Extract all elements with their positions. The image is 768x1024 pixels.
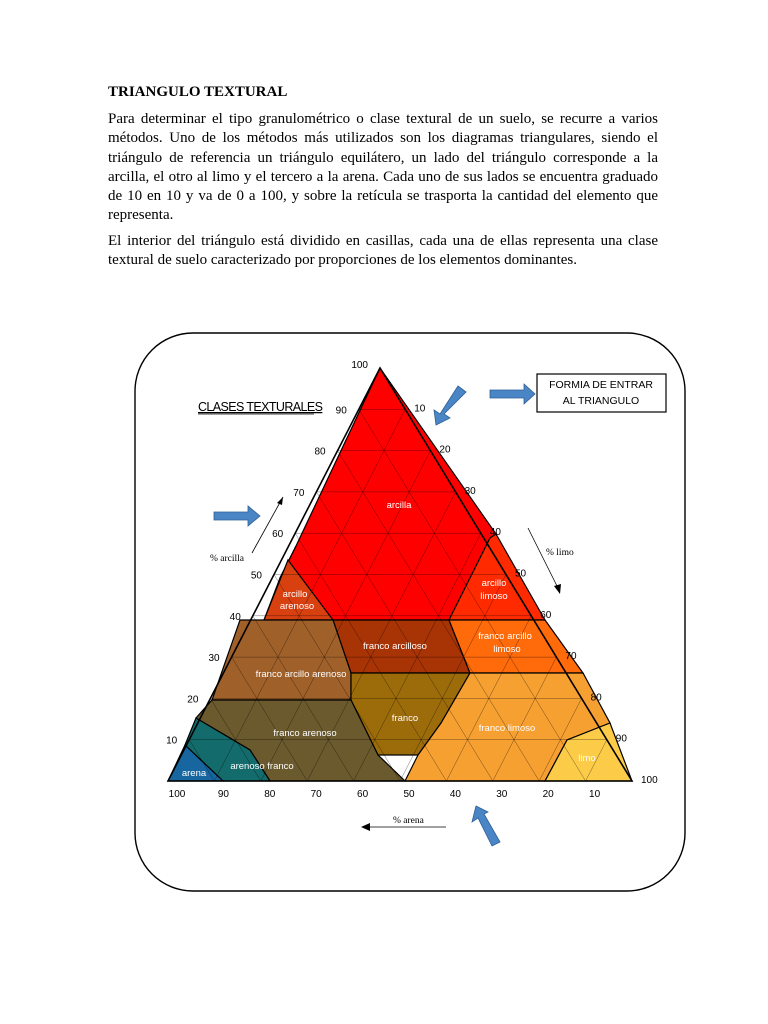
sand-tick-label: 20: [542, 789, 554, 800]
silt-tick-label: 70: [565, 651, 577, 663]
silt-tick-label: 40: [489, 527, 501, 539]
callout-line-2: AL TRIANGULO: [562, 395, 640, 407]
label-franco-arenoso: franco arenoso: [273, 728, 337, 739]
clay-tick-label: 50: [250, 570, 262, 582]
silt-tick-label: 90: [615, 733, 627, 745]
label-arcillo-limoso-2: limoso: [480, 591, 508, 602]
sand-tick-label: 60: [357, 789, 369, 800]
silt-tick-label: 10: [414, 403, 426, 415]
axis-label-arena: % arena: [393, 816, 424, 826]
silt-tick-label: 80: [590, 692, 602, 704]
sand-tick-label: 10: [589, 789, 601, 800]
callout-line-1: FORMIA DE ENTRAR: [549, 379, 653, 391]
silt-tick-label: 60: [540, 609, 552, 621]
arrow-right-icon: [490, 384, 535, 404]
arrow-up-left-icon: [472, 806, 500, 846]
label-arcilla: arcilla: [386, 500, 412, 511]
sand-tick-label: 50: [403, 789, 415, 800]
label-franco-arcilloso: franco arcilloso: [363, 641, 427, 652]
axis-label-limo: % limo: [546, 548, 574, 558]
sand-tick-label: 30: [496, 789, 508, 800]
page-heading: TRIANGULO TEXTURAL: [108, 84, 288, 100]
clay-tick-label: 60: [272, 529, 284, 541]
clay-axis-arrowhead: [277, 497, 283, 505]
label-franco-limoso: franco limoso: [478, 723, 536, 734]
silt-axis-arrow: [528, 528, 559, 590]
label-franco-arcillo-limoso-1: franco arcillo: [478, 631, 532, 642]
interior-paragraph: El interior del triángulo está dividido en casillas, cada una de ellas representa una clase textural de suelo caracterizado por proporciones de los elementos dominantes.: [108, 233, 658, 269]
sand-tick-label: 80: [264, 789, 276, 800]
silt-tick-label: 100: [641, 775, 658, 786]
label-arcillo-arenoso-2: arenoso: [279, 601, 315, 612]
region-franco-arcillo-arenoso: [212, 620, 351, 700]
label-franco-arcillo-arenoso: franco arcillo arenoso: [255, 669, 347, 680]
label-franco-arcillo-limoso-2: limoso: [493, 644, 521, 655]
sand-tick-label: 90: [217, 789, 229, 800]
label-limo: limo: [578, 753, 596, 764]
clay-tick-label: 70: [293, 487, 305, 499]
clay-tick-label: 10: [166, 735, 178, 747]
silt-axis-arrowhead: [554, 584, 561, 594]
silt-tick-label: 30: [464, 485, 476, 497]
label-franco: franco: [391, 713, 419, 724]
intro-paragraph: Para determinar el tipo granulométrico o clase textural de un suelo, se recurre a varios métodos. Uno de los métodos más utilizados son los diagramas triangulares, siendo el triángulo de referencia un triángulo equilátero, un lado del triángulo corresponde a la arcilla, el otro al limo y el tercero a la arena. Cada uno de sus lados se encuentra graduado de 10 en 10 y va de 0 a 100, y sobre la retícula se trasporta la cantidad del elemento que representa.: [108, 111, 658, 224]
clay-tick-label: 80: [314, 446, 326, 458]
silt-tick-label: 20: [439, 444, 451, 456]
sand-axis-ticks: [169, 789, 601, 800]
sand-axis-arrowhead: [361, 823, 370, 831]
sand-tick-label: 100: [168, 789, 186, 800]
arrow-down-left-icon: [434, 386, 466, 425]
clay-tick-label: 30: [208, 653, 220, 665]
sand-tick-label: 70: [310, 789, 322, 800]
label-arcillo-arenoso-1: arcillo: [282, 589, 308, 600]
sand-tick-label: 40: [449, 789, 461, 800]
silt-tick-label: 50: [515, 568, 527, 580]
clay-tick-label: 90: [335, 405, 347, 417]
clay-tick-label: 20: [187, 694, 199, 706]
figure-header: CLASES TEXTURALES: [198, 400, 323, 414]
label-arena: arena: [181, 768, 207, 779]
clay-tick-label: 100: [351, 360, 368, 371]
clay-axis-arrow: [252, 497, 283, 553]
axis-label-arcilla: % arcilla: [210, 554, 245, 564]
label-arcillo-limoso-1: arcillo: [481, 578, 507, 589]
clay-tick-label: 40: [229, 611, 241, 623]
arrow-right-icon: [214, 506, 260, 526]
label-arenoso-franco: arenoso franco: [230, 761, 294, 772]
